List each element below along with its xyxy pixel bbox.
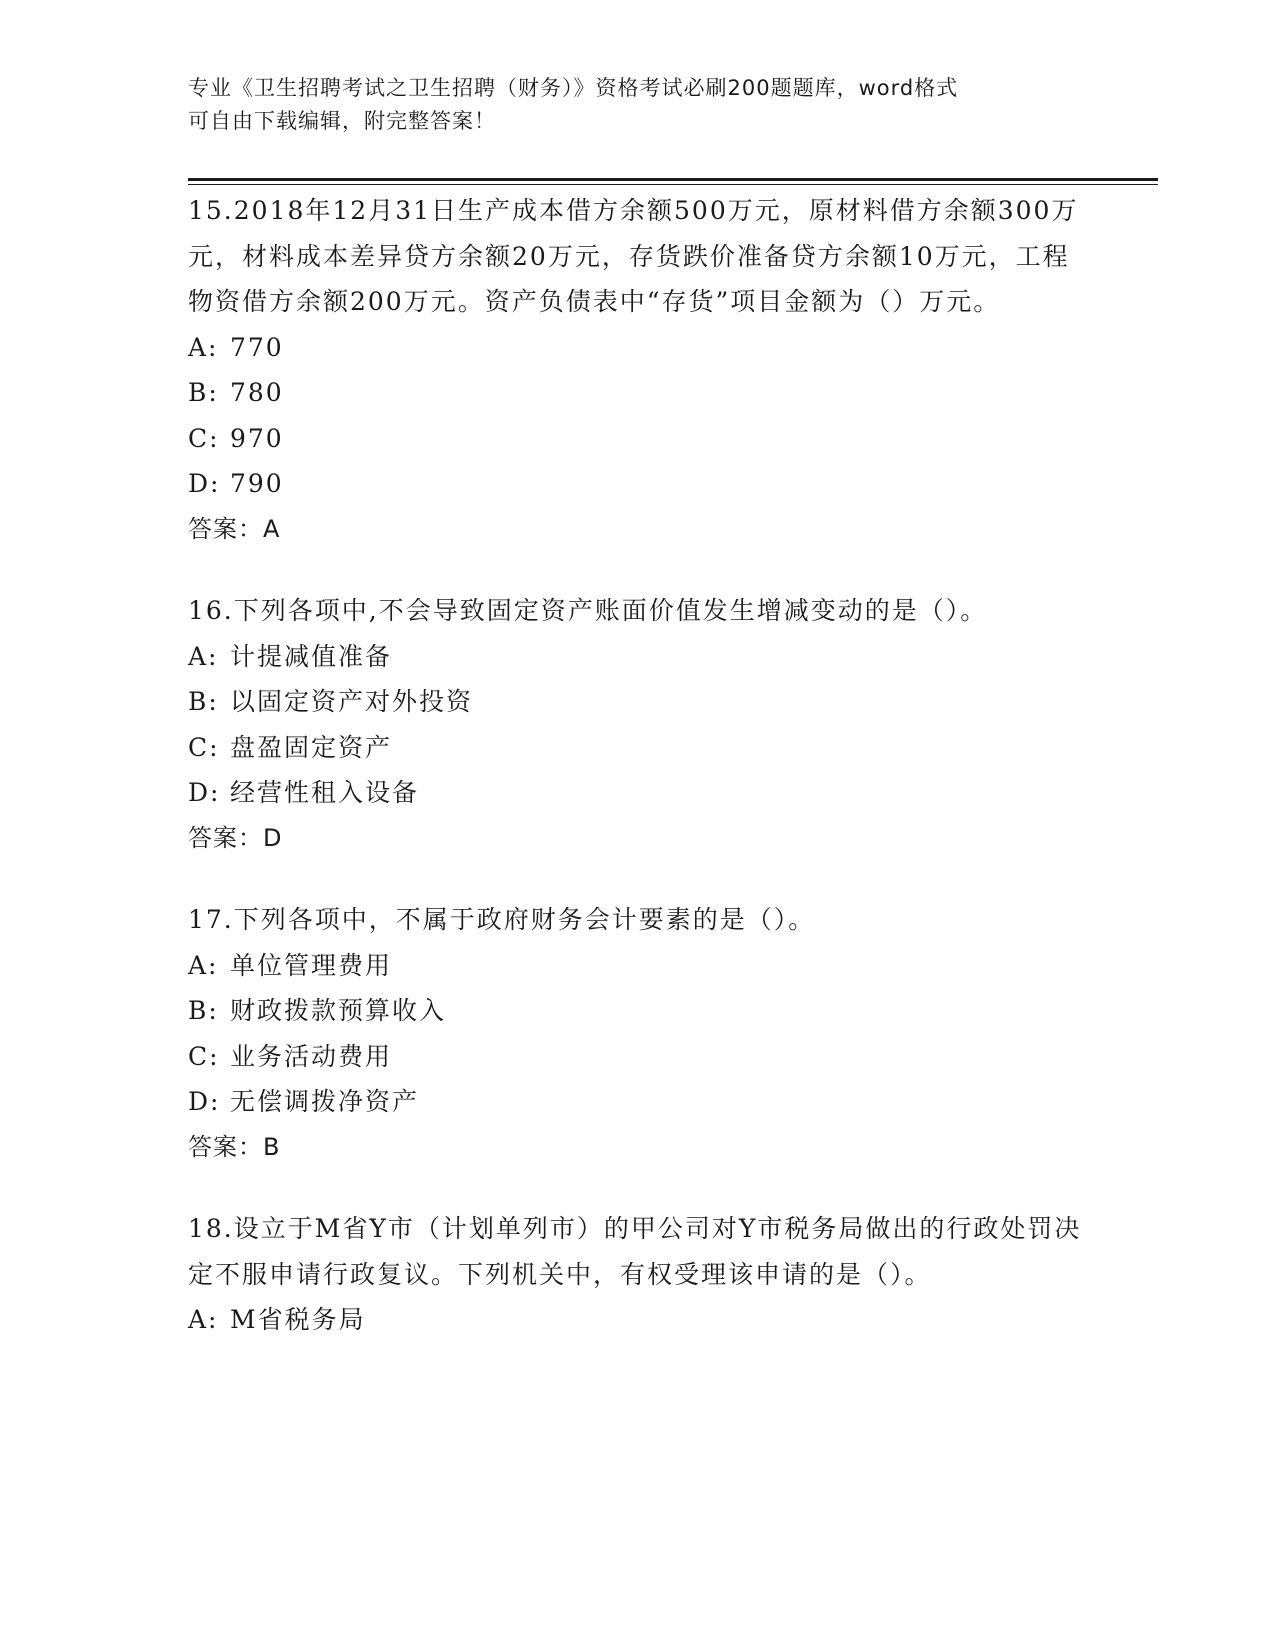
question-15 <box>188 188 1088 552</box>
option-text: 780 <box>230 378 284 407</box>
option-c <box>188 1034 1088 1080</box>
option-b <box>188 370 1088 416</box>
option-key: B: <box>188 687 219 716</box>
option-text: 单位管理费用 <box>230 950 393 980</box>
option-key: B: <box>188 378 219 407</box>
answer-line: 答案：D <box>188 823 283 852</box>
option-b <box>188 988 1088 1034</box>
option-a <box>188 634 1088 680</box>
option-text: 970 <box>230 423 284 453</box>
option-key: A: <box>188 641 219 671</box>
option-key: A: <box>188 950 219 980</box>
header-line-1: 专业《卫生招聘考试之卫生招聘（财务）》资格考试必刷200题题库，word格式 <box>188 76 959 100</box>
question-stem: 16.下列各项中,不会导致固定资产账面价值发生增减变动的是（）。 <box>188 596 988 625</box>
answer-line: 答案：B <box>188 1132 281 1161</box>
option-key: A: <box>188 332 219 362</box>
option-text: 无偿调拨净资产 <box>230 1087 420 1116</box>
question-17 <box>188 897 1088 1170</box>
option-key: A: <box>188 1305 219 1334</box>
header-divider-thin <box>188 184 1158 185</box>
option-key: B: <box>188 996 219 1025</box>
option-d <box>188 1079 1088 1125</box>
option-text: M省税务局 <box>230 1305 366 1334</box>
header-line-2: 可自由下载编辑，附完整答案！ <box>188 109 496 133</box>
option-text: 770 <box>230 332 284 362</box>
option-a <box>188 943 1088 989</box>
question-stem: 17.下列各项中，不属于政府财务会计要素的是（）。 <box>188 905 816 934</box>
option-c <box>188 725 1088 771</box>
option-key: D: <box>188 469 221 498</box>
option-text: 盘盈固定资产 <box>230 732 393 762</box>
option-text: 财政拨款预算收入 <box>230 996 447 1025</box>
option-text: 以固定资产对外投资 <box>230 687 474 716</box>
answer-line: 答案：A <box>188 514 281 543</box>
option-text: 业务活动费用 <box>230 1041 393 1071</box>
question-18 <box>188 1206 1088 1343</box>
question-stem: 15.2018年12月31日生产成本借方余额500万元，原材料借方余额300万元，材料成本差异贷方余额20万元，存货跌价准备贷方余额10万元，工程物资借方余额200万元。资产负债表中“存货”项目金额为（）万元。 <box>188 196 1079 316</box>
option-text: 经营性租入设备 <box>230 778 420 807</box>
option-key: D: <box>188 1087 221 1116</box>
option-a <box>188 1297 1088 1343</box>
option-text: 790 <box>230 469 284 498</box>
option-text: 计提减值准备 <box>230 641 393 671</box>
option-key: C: <box>188 732 220 762</box>
header-divider-thick <box>188 178 1158 181</box>
option-key: C: <box>188 1041 220 1071</box>
option-key: C: <box>188 423 220 453</box>
option-c <box>188 416 1088 462</box>
question-16 <box>188 588 1088 861</box>
option-a <box>188 325 1088 371</box>
question-list <box>188 188 1088 1379</box>
option-b <box>188 679 1088 725</box>
question-stem: 18.设立于M省Y市（计划单列市）的甲公司对Y市税务局做出的行政处罚决定不服申请行政复议。下列机关中，有权受理该申请的是（）。 <box>188 1214 1082 1289</box>
option-key: D: <box>188 778 221 807</box>
document-header <box>188 72 1088 138</box>
option-d <box>188 770 1088 816</box>
option-d <box>188 461 1088 507</box>
